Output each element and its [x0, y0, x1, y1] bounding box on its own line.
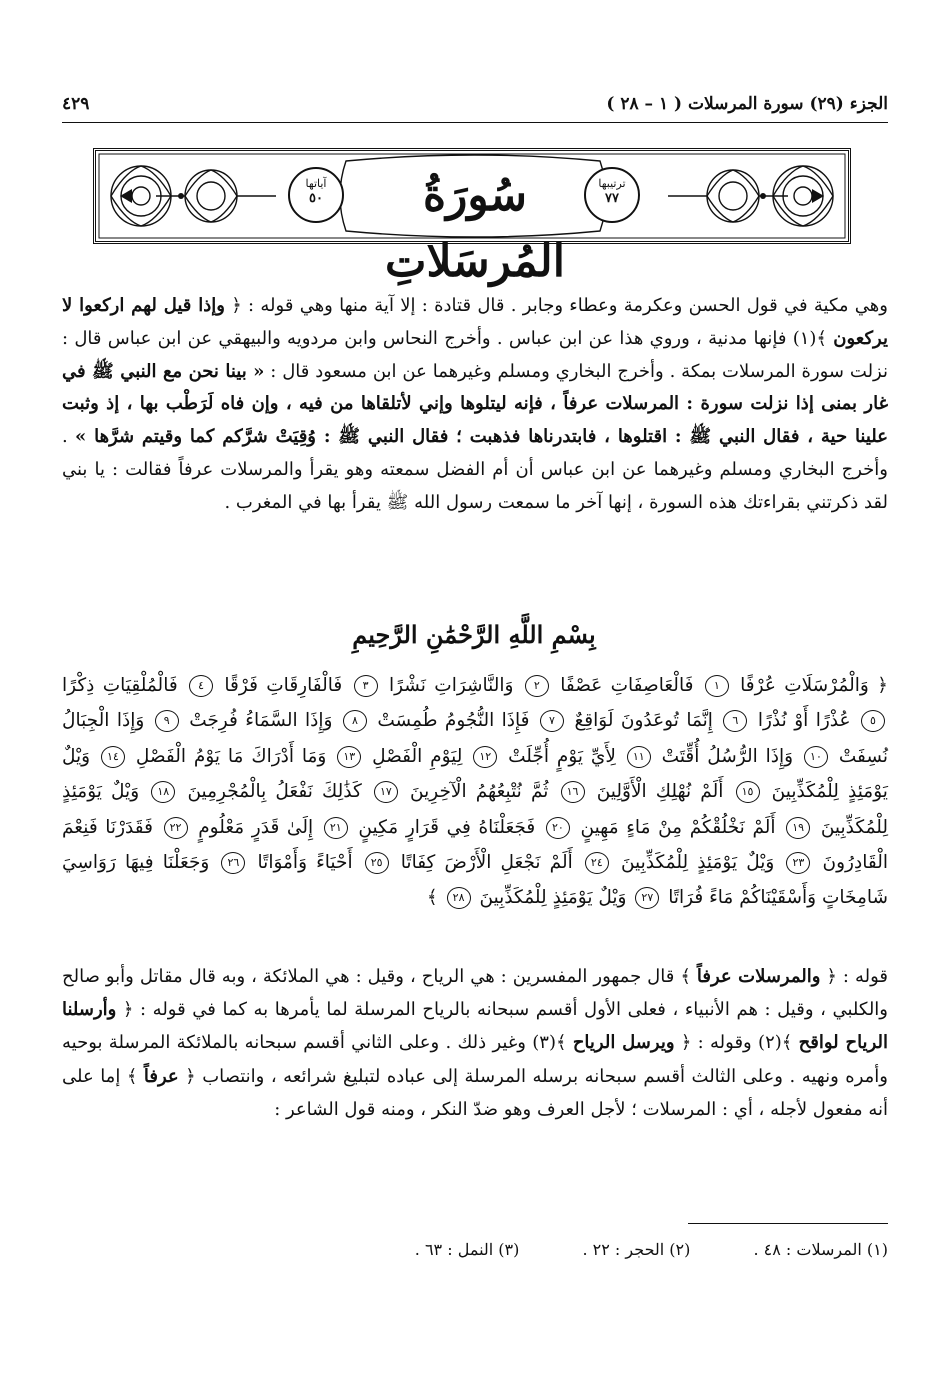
ayat-value: ٥٠ [309, 191, 323, 206]
verse-text: إِلَىٰ قَدَرٍ مَعْلُومٍ [198, 816, 314, 838]
page-number: ٤٢٩ [62, 94, 90, 114]
intro-text-1: وهي مكية في قول الحسن وعكرمة وعطاء وجابر . قال قتادة : إلا آية منها وهي قوله : ﴿ [231, 295, 888, 316]
tafsir-text-4: ﴾(٣) وغير ذلك . وعلى الثاني أقسم سبحانه بالملائكة المرسلة بوحيه وأمره ونهيه . وعلى الثالث أقسم سبحانه برسله المرسلة إلى عباده لتبليغ شرائعه ، وانتصاب ﴿ [62, 1032, 888, 1087]
verse-text: وَيْلٌ يَوْمَئِذٍ لِلْمُكَذِّبِينَ [479, 887, 627, 909]
ayah-number: ٢٣ [786, 852, 810, 874]
footnote-3: (٣) النمل : ٦٣ . [414, 1240, 520, 1259]
ayah-number: ١٥ [736, 781, 760, 803]
verse-text: وَمَا أَدْرَاكَ مَا يَوْمُ الْفَصْلِ [135, 745, 327, 767]
ayah-number: ١٢ [473, 746, 497, 768]
ayah-number: ٢٠ [546, 817, 570, 839]
ayah-number: ٥ [861, 710, 885, 732]
ayah-number: ٢٢ [164, 817, 188, 839]
verse-text: أَلَمْ نَخْلُقْكُمْ مِنْ مَاءٍ مَهِينٍ [580, 816, 776, 838]
ayah-number: ٩ [155, 710, 179, 732]
ayah-number: ٧ [540, 710, 564, 732]
tafsir-quote-4: عرفاً [143, 1065, 179, 1087]
ayah-number: ١٤ [101, 746, 125, 768]
verse-text: وَالْمُرْسَلَاتِ عُرْفًا [740, 675, 869, 696]
verse-text: أَلَمْ نَجْعَلِ الْأَرْضَ كِفَاتًا [400, 852, 573, 874]
ayah-number: ١٣ [337, 746, 361, 768]
footnote-1: (١) المرسلات : ٤٨ . [753, 1240, 888, 1259]
verse-text: وَإِذَا الْجِبَالُ نُسِفَتْ [62, 710, 889, 767]
tafsir-text-5: ﴾ إما على أنه مفعول لأجله ، أي : المرسلات ؛ لأجل العرف وهو ضدّ النكر ، ومنه قول الشاعر : [62, 1065, 888, 1120]
verse-text: فَإِذَا النُّجُومُ طُمِسَتْ [377, 710, 530, 732]
tafsir-text-1: قوله : ﴿ [826, 966, 888, 987]
verse-text: فَالْفَارِقَاتِ فَرْقًا [224, 675, 343, 696]
surah-title-banner [93, 148, 851, 287]
ayah-number: ١٨ [151, 781, 175, 803]
ayah-number: ١٦ [561, 781, 585, 803]
ayat-label: آياتها [305, 177, 327, 190]
intro-quote: وإذا قيل لهم اركعوا لا يركعون [62, 295, 888, 349]
verse-text: فَالْمُلْقِيَاتِ ذِكْرًا [62, 675, 178, 696]
verse-text: وَالنَّاشِرَاتِ نَشْرًا [388, 675, 514, 696]
ayah-number: ٢ [525, 675, 549, 697]
verse-text: وَيْلٌ يَوْمَئِذٍ لِلْمُكَذِّبِينَ [62, 781, 889, 838]
verses-holder [62, 675, 888, 908]
ayah-number: ٢٤ [585, 852, 609, 874]
verse-text: أَحْيَاءً وَأَمْوَاتًا [257, 852, 353, 874]
footnote-rule [688, 1223, 888, 1224]
hadith-text: « بينا نحن مع النبي ﷺ في غار بمنى إذا نزلت سورة : المرسلات عرفاً ، فإنه ليتلوها وإني لأتلقاها من فيه ، وإن فاه لَرَطْب بها ، إذ وثبت علينا حية ، فقال النبي ﷺ : اقتلوها ، فابتدرناها فذهبت ؛ فقال النبي ﷺ : وُقِيَتْ شرَّكم كما وقيتم شرَّها » [62, 360, 888, 448]
verse-text: وَيْلٌ يَوْمَئِذٍ لِلْمُكَذِّبِينَ [62, 745, 888, 803]
intro-paragraph [62, 290, 888, 520]
ayah-number: ٦ [723, 710, 747, 732]
ayah-number: ١١ [627, 746, 651, 768]
page-header [62, 92, 888, 123]
quran-close-bracket: ﴾ [426, 887, 438, 909]
running-title: الجزء (٢٩) سورة المرسلات ( ١ – ٢٨ ) [606, 94, 888, 114]
ayah-number: ٨ [343, 710, 367, 732]
ayah-number: ٢٧ [635, 887, 659, 909]
quran-verses [62, 668, 888, 916]
quran-open-bracket: ﴿ [877, 675, 889, 696]
ayah-number: ٢٦ [221, 852, 245, 874]
ayah-number: ٢٥ [365, 852, 389, 874]
verse-text: عُذْرًا أَوْ نُذْرًا [757, 710, 851, 732]
tafsir-quote-2: وأرسلنا الرياح لواقح [62, 999, 888, 1054]
ayah-number: ٣ [354, 675, 378, 697]
ayah-number: ١ [705, 675, 729, 697]
tafsir-quote-1: والمرسلات عرفاً [696, 966, 821, 987]
tafsir-text-2: ﴾ قال جمهور المفسرين : هي الرياح ، وقيل : هي الملائكة ، وبه قال مقاتل وأبو صالح والكلبي ، وقيل : هم الأنبياء ، فعلى الأول أقسم سبحانه بالرياح المرسلة لما يأمرها به كما في قوله : ﴿ [62, 966, 888, 1021]
order-label: ترتيبها [598, 177, 626, 190]
ayat-medallion [288, 167, 344, 223]
ayah-number: ١٩ [786, 817, 810, 839]
ayah-number: ١٠ [804, 746, 828, 768]
verse-text: إِنَّمَا تُوعَدُونَ لَوَاقِعٌ [574, 710, 713, 732]
ayah-number: ١٧ [374, 781, 398, 803]
verse-text: أَلَمْ نُهْلِكِ الْأَوَّلِينَ [596, 781, 724, 803]
footnotes [62, 1240, 888, 1259]
order-value: ٧٧ [605, 191, 619, 206]
verse-text: وَيْلٌ يَوْمَئِذٍ لِلْمُكَذِّبِينَ [620, 852, 775, 874]
verse-text: كَذَٰلِكَ نَفْعَلُ بِالْمُجْرِمِينَ [187, 781, 362, 803]
verse-text: وَإِذَا السَّمَاءُ فُرِجَتْ [189, 710, 333, 732]
tafsir-paragraph [62, 960, 888, 1126]
verse-text: وَجَعَلْنَا فِيهَا رَوَاسِيَ شَامِخَاتٍ وَأَسْقَيْنَاكُمْ مَاءً فُرَاتًا [62, 852, 888, 909]
verse-text: فَالْعَاصِفَاتِ عَصْفًا [560, 675, 694, 696]
verse-text: فَجَعَلْنَاهُ فِي قَرَارٍ مَكِينٍ [358, 816, 536, 838]
ayah-number: ٤ [189, 675, 213, 697]
verse-text: ثُمَّ نُتْبِعُهُمُ الْآخِرِينَ [410, 781, 549, 803]
basmala: بِسْمِ اللَّهِ الرَّحْمَٰنِ الرَّحِيمِ [352, 620, 596, 649]
footnote-2: (٢) الحجر : ٢٢ . [582, 1240, 691, 1259]
verse-text: وَإِذَا الرُّسُلُ أُقِّتَتْ [661, 745, 794, 767]
tafsir-text-3: ﴾(٢) وقوله : ﴿ [680, 1032, 793, 1054]
surah-title: سُورَةُ المُرسَلاتِ [385, 170, 565, 287]
tafsir-quote-3: ويرسل الرياح [572, 1032, 675, 1054]
ayah-number: ٢١ [324, 817, 348, 839]
verse-text: لِأَيِّ يَوْمٍ أُجِّلَتْ [508, 745, 616, 767]
verse-text: لِيَوْمِ الْفَصْلِ [372, 745, 463, 767]
intro-text-3: . وأخرج البخاري ومسلم وغيرهما عن ابن عباس أن أم الفضل سمعته وهو يقرأ والمرسلات عرفاً فقالت : يا بني لقد ذكرتني بقراءتك هذه السورة ، إنها آخر ما سمعت رسول الله ﷺ يقرأ بها في المغرب . [62, 426, 888, 513]
ayah-number: ٢٨ [447, 887, 471, 909]
intro-ref: ﴾(١) [792, 327, 827, 349]
verse-text: فَقَدَرْنَا فَنِعْمَ الْقَادِرُونَ [62, 816, 888, 874]
intro-text-2: فإنها مدنية ، وروي هذا عن ابن عباس . وأخرج النحاس وابن مردويه والبيهقي عن ابن عباس قال : نزلت سورة المرسلات بمكة . وأخرج البخاري ومسلم وغيرهما عن ابن مسعود قال : [62, 327, 888, 382]
